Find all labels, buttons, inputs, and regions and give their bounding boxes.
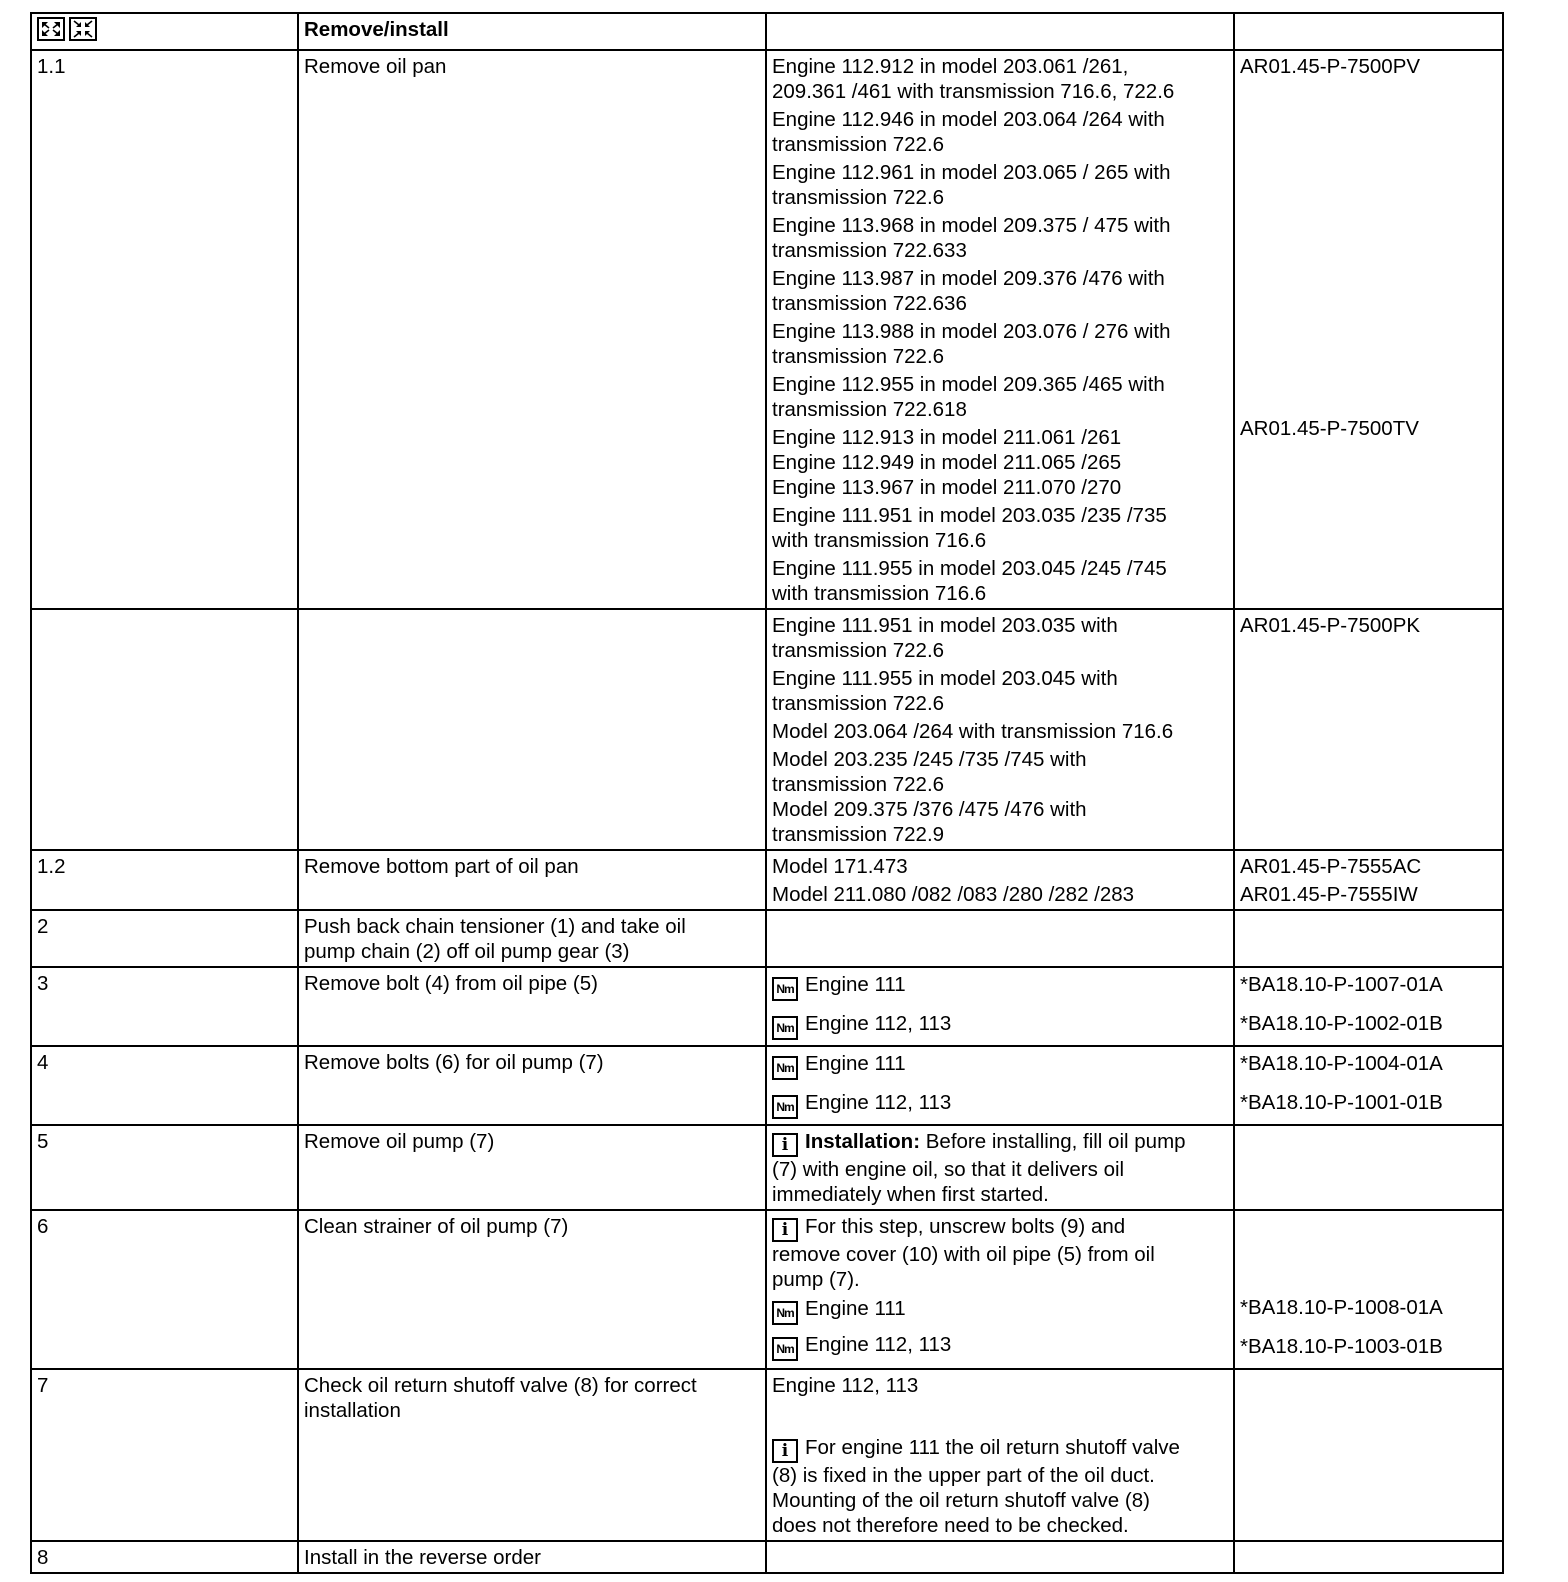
- doc-ref-link[interactable]: *BA18.10-P-1007-01A: [1240, 973, 1443, 996]
- note-line: with transmission 716.6: [772, 582, 987, 605]
- expand-icon[interactable]: [37, 17, 65, 41]
- step-action: Check oil return shutoff valve (8) for correct installation: [298, 1369, 766, 1541]
- torque-label: Engine 112, 113: [805, 1012, 952, 1035]
- step-refs: [1234, 1046, 1503, 1125]
- note-line: Engine 113.967 in model 211.070 /270: [772, 476, 1122, 499]
- step-refs: [1234, 910, 1503, 967]
- step-refs: [1234, 1369, 1503, 1541]
- header-notes-cell: [766, 13, 1234, 50]
- step-action: Remove oil pump (7): [298, 1125, 766, 1210]
- step-notes: [766, 1046, 1234, 1125]
- note-line: Engine 112.955 in model 209.365 /465 with: [772, 373, 1165, 396]
- note-line: Engine 112.946 in model 203.064 /264 with: [772, 108, 1165, 131]
- note-line: transmission 722.6: [772, 639, 945, 662]
- step-action: Remove oil pan: [298, 50, 766, 609]
- torque-icon: Nm: [772, 1301, 798, 1325]
- step-refs: [1234, 609, 1503, 850]
- note-line: Model 211.080 /082 /083 /280 /282 /283: [772, 883, 1135, 906]
- step-refs: [1234, 1125, 1503, 1210]
- step-notes: i For this step, unscrew bolts (9) and remove cover (10) with oil pipe (5) from oil pump (7). Nm Engine 111 Nm Engine 112, 113: [766, 1210, 1234, 1369]
- step-number: 3: [31, 967, 298, 1046]
- note-line: Engine 113.968 in model 209.375 / 475 with: [772, 214, 1171, 237]
- table-row: [31, 1046, 1503, 1125]
- doc-ref-link[interactable]: *BA18.10-P-1003-01B: [1240, 1335, 1443, 1358]
- note-line: Engine 113.988 in model 203.076 / 276 with: [772, 320, 1171, 343]
- torque-icon: Nm: [772, 977, 798, 1001]
- table-row: [31, 1210, 1503, 1369]
- note-line: 209.361 /461 with transmission 716.6, 722.6: [772, 80, 1175, 103]
- note-line: Model 203.064 /264 with transmission 716.6: [772, 720, 1174, 743]
- note-line: Engine 112.961 in model 203.065 / 265 with: [772, 161, 1171, 184]
- note-label: Installation:: [805, 1130, 921, 1153]
- step-notes: [766, 609, 1234, 850]
- doc-ref-link[interactable]: AR01.45-P-7500TV: [1240, 417, 1419, 440]
- step-action: Remove bolts (6) for oil pump (7): [298, 1046, 766, 1125]
- table-row: [31, 850, 1503, 910]
- info-icon: i: [772, 1218, 798, 1242]
- note-line: Model 209.375 /376 /475 /476 with: [772, 798, 1087, 821]
- note-line: Engine 113.987 in model 209.376 /476 with: [772, 267, 1165, 290]
- step-action: Push back chain tensioner (1) and take oil pump chain (2) off oil pump gear (3): [298, 910, 766, 967]
- notes-group: [772, 54, 1228, 422]
- step-number: 2: [31, 910, 298, 967]
- step-action: Remove bottom part of oil pan: [298, 850, 766, 910]
- info-icon: i: [772, 1439, 798, 1463]
- step-notes: [766, 850, 1234, 910]
- note-line: Engine 112.913 in model 211.061 /261: [772, 426, 1122, 449]
- header-icons-cell: [31, 13, 298, 50]
- step-number: [31, 609, 298, 850]
- note-line: Engine 111.951 in model 203.035 with: [772, 614, 1118, 637]
- table-row: [31, 1369, 1503, 1541]
- table-row: [31, 609, 1503, 850]
- collapse-icon[interactable]: [69, 17, 97, 41]
- doc-ref-link[interactable]: AR01.45-P-7500PV: [1240, 55, 1421, 78]
- step-notes: Engine 112, 113 i For engine 111 the oil return shutoff valve (8) is fixed in the upper part of the oil duct. Mounting of the oil return shutoff valve (8) does not therefore need to be checked.: [766, 1369, 1234, 1541]
- doc-ref-link[interactable]: *BA18.10-P-1008-01A: [1240, 1296, 1443, 1319]
- note-line: Engine 111.955 in model 203.045 with: [772, 667, 1118, 690]
- work-steps-table: [30, 12, 1504, 1574]
- header-refs-cell: [1234, 13, 1503, 50]
- step-action: Remove bolt (4) from oil pipe (5): [298, 967, 766, 1046]
- step-notes: i Installation: Before installing, fill oil pump (7) with engine oil, so that it delivers oil immediately when first started.: [766, 1125, 1234, 1210]
- notes-group: [772, 425, 1228, 606]
- torque-icon: Nm: [772, 1016, 798, 1040]
- step-notes: [766, 50, 1234, 609]
- torque-label: Engine 111: [805, 1297, 906, 1320]
- doc-ref-link[interactable]: AR01.45-P-7555AC: [1240, 855, 1422, 878]
- table-header-row: [31, 13, 1503, 50]
- step-notes: [766, 1541, 1234, 1573]
- note-line: transmission 722.6: [772, 773, 945, 796]
- info-icon: i: [772, 1133, 798, 1157]
- step-number: 1.2: [31, 850, 298, 910]
- doc-ref-link[interactable]: *BA18.10-P-1001-01B: [1240, 1091, 1443, 1114]
- note-line: Model 171.473: [772, 855, 908, 878]
- step-number: 5: [31, 1125, 298, 1210]
- doc-ref-link[interactable]: AR01.45-P-7555IW: [1240, 883, 1418, 906]
- table-row: [31, 1541, 1503, 1573]
- doc-ref-link[interactable]: *BA18.10-P-1002-01B: [1240, 1012, 1443, 1035]
- note-line: transmission 722.636: [772, 292, 967, 315]
- step-notes: [766, 910, 1234, 967]
- notes-group: [772, 613, 1228, 847]
- doc-ref-link[interactable]: *BA18.10-P-1004-01A: [1240, 1052, 1443, 1075]
- table-row: [31, 50, 1503, 609]
- step-notes: [766, 967, 1234, 1046]
- table-row: [31, 1125, 1503, 1210]
- step-refs: [1234, 850, 1503, 910]
- step-number: 1.1: [31, 50, 298, 609]
- header-title: Remove/install: [298, 13, 766, 50]
- step-action: Install in the reverse order: [298, 1541, 766, 1573]
- step-number: 4: [31, 1046, 298, 1125]
- step-action: Clean strainer of oil pump (7): [298, 1210, 766, 1369]
- table-row: [31, 967, 1503, 1046]
- note-line: transmission 722.6: [772, 345, 945, 368]
- step-refs: [1234, 1541, 1503, 1573]
- step-action: [298, 609, 766, 850]
- note-line: Engine 112.949 in model 211.065 /265: [772, 451, 1122, 474]
- torque-icon: Nm: [772, 1056, 798, 1080]
- note-line: Engine 112.912 in model 203.061 /261,: [772, 55, 1129, 78]
- table-row: [31, 910, 1503, 967]
- note-line: transmission 722.618: [772, 398, 967, 421]
- note-line: transmission 722.6: [772, 692, 945, 715]
- note-line: Engine 111.955 in model 203.045 /245 /745: [772, 557, 1167, 580]
- step-refs: [1234, 50, 1503, 609]
- note-line: transmission 722.633: [772, 239, 967, 262]
- torque-label: Engine 112, 113: [805, 1333, 952, 1356]
- torque-icon: Nm: [772, 1095, 798, 1119]
- note-line: with transmission 716.6: [772, 529, 987, 552]
- torque-label: Engine 112, 113: [805, 1091, 952, 1114]
- step-number: 6: [31, 1210, 298, 1369]
- torque-icon: Nm: [772, 1337, 798, 1361]
- step-refs: [1234, 1210, 1503, 1369]
- note-line: Model 203.235 /245 /735 /745 with: [772, 748, 1087, 771]
- step-refs: [1234, 967, 1503, 1046]
- doc-ref-link[interactable]: AR01.45-P-7500PK: [1240, 614, 1421, 637]
- step-number: 7: [31, 1369, 298, 1541]
- note-line: Engine 111.951 in model 203.035 /235 /735: [772, 504, 1167, 527]
- applies-to: Engine 112, 113: [772, 1374, 919, 1397]
- torque-label: Engine 111: [805, 1052, 906, 1075]
- note-line: transmission 722.9: [772, 823, 945, 846]
- note-line: transmission 722.6: [772, 133, 945, 156]
- step-number: 8: [31, 1541, 298, 1573]
- torque-label: Engine 111: [805, 973, 906, 996]
- note-line: transmission 722.6: [772, 186, 945, 209]
